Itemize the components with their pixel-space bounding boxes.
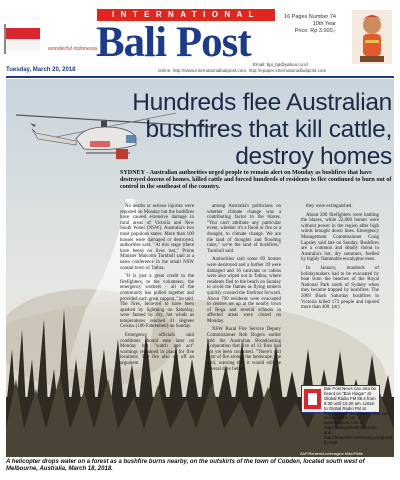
newspaper-logo: Bali Post (96, 19, 251, 66)
paragraph: No deaths or serious injuries were reported on Monday but the bushfires have caused extensive damage in rural areas of Victoria and New South Wales (NSW), Australia's two most populous states. More than 100 houses were damaged or destroyed, authorities said. "At this stage (there have been) no lives lost," Prime Minister Malcolm Turnbull said at a news conference in the small NSW coastal town of Tathra. (120, 204, 194, 271)
article-column-1 (120, 204, 194, 370)
photo-caption: A helicopter drops water on a forest as a bushfire burns nearby, on the outskirts of the town of Cobden, located south west of Melbourne, Australia, March 18, 2018. (6, 459, 365, 472)
article-column-2 (207, 204, 281, 375)
contact-email: Email: bpi_bp@yahoo.co.id (253, 62, 308, 67)
paragraph: NSW Rural Fire Service Deputy Commissioner Rob Rogers earlier told the Australian Broadcasting Corporation that five of 12 fires had not yet been contained. "There's still a lot of fire around the landscape," he said, warning that it would still be several days before (207, 327, 281, 372)
article-lede: SYDNEY - Australian authorities urged people to remain alert on Monday as bushfires that have destroyed dozens of homes, killed cattle and forced hundreds of residents to flee continued to burn out of control in the southeast of the country. (120, 170, 392, 190)
masthead-divider (6, 76, 394, 78)
paragraph: About 200 firefighters were battling the blazes, while 22,000 homes were without power in the region after high winds brought down lines. Emergency Management Commissioner Craig Lapsley said late on Sunday. Bushfires are a common and deadly threat in Australia's hot, dry summers, fuelled by highly flammable eucalyptus trees. (301, 212, 379, 263)
paragraph: In January, hundreds of holidaymakers had to be evacuated by boat from the beaches of the Royal National Park south of Sydney when they became trapped by bushfires. The 2009 Black Saturday bushfires in Victoria killed 173 people and injured more than 400. (rtr) (301, 265, 379, 311)
issue-price: Price: Rp 3.000,- (294, 28, 336, 34)
photo-credit: AAP/Reuters/Lumimagine Mike/Fiktie (300, 452, 363, 456)
radio-info-box (301, 385, 394, 445)
indonesia-flag-icon (6, 28, 40, 50)
page-count: 16 Pages Number 74 (284, 14, 336, 20)
paragraph: Emergency officials said conditions should ease later on Monday but "watch and act" warnings remained in place for five locations. The fire also set off an argument (120, 333, 194, 367)
online-links: online: http://www.internationalbalipost.com, http://epaper.internationalbalipost.com (158, 68, 327, 73)
article-headline: Hundreds flee Australian bushfires that kill cattle, destroy homes (132, 89, 392, 170)
mascot-icon (352, 10, 392, 64)
issue-date: Tuesday, March 20, 2018 (6, 67, 76, 73)
issue-year: 10th Year (312, 21, 336, 27)
paragraph: among Australia's politicians on whether climate change was a contributing factor to the blazes. "You can't attribute any particular event, whether it's a flood or fire or a drought, to climate change. We are the land of droughts and flooding rains," we're the land of bushfires," Turnbull said. (207, 204, 281, 254)
paragraph: Authorities said some 69 houses were destroyed and a further 39 were damaged and 16 caravans or cabins were also wiped out in Tathra, where residents fled to the beach on Sunday to avoid the flames as flying embers quickly crossed the firefront forward. About 700 residents were evacuated to centres set up at the nearby town of Bega and several schools in affected areas were closed on Monday. (207, 257, 281, 324)
radio-icon (304, 389, 321, 409)
section-bar: INTERNATIONAL (97, 9, 275, 21)
paragraph: "It is just a great credit to the firefighters, to the volunteers, the emergency workers - all of the community has pulled together and provided such great support," he said. The fires, believed to have been sparked by lightning on Saturday, were fanned by dry, hot winds as temperatures reached 41 degrees Celsius (106 Fahrenheit) on Sunday. (120, 274, 194, 330)
article-column-3 (301, 204, 379, 314)
tagline: wonderful indonesia (48, 46, 97, 52)
paragraph: they were extinguished. (306, 204, 353, 209)
radio-info-text: Bali Post News can also be heard on "Bali Hiagar" at Global Radio FM 88.4 from 8.30 until 10.00 am. Listen to Global Radio FM at http://globalfmbali.listenonline.com or live online on: www.balipost.com or http://radioglobalfmbali.com and http://mraumbs.com/category/global-fm-bali (324, 386, 394, 445)
